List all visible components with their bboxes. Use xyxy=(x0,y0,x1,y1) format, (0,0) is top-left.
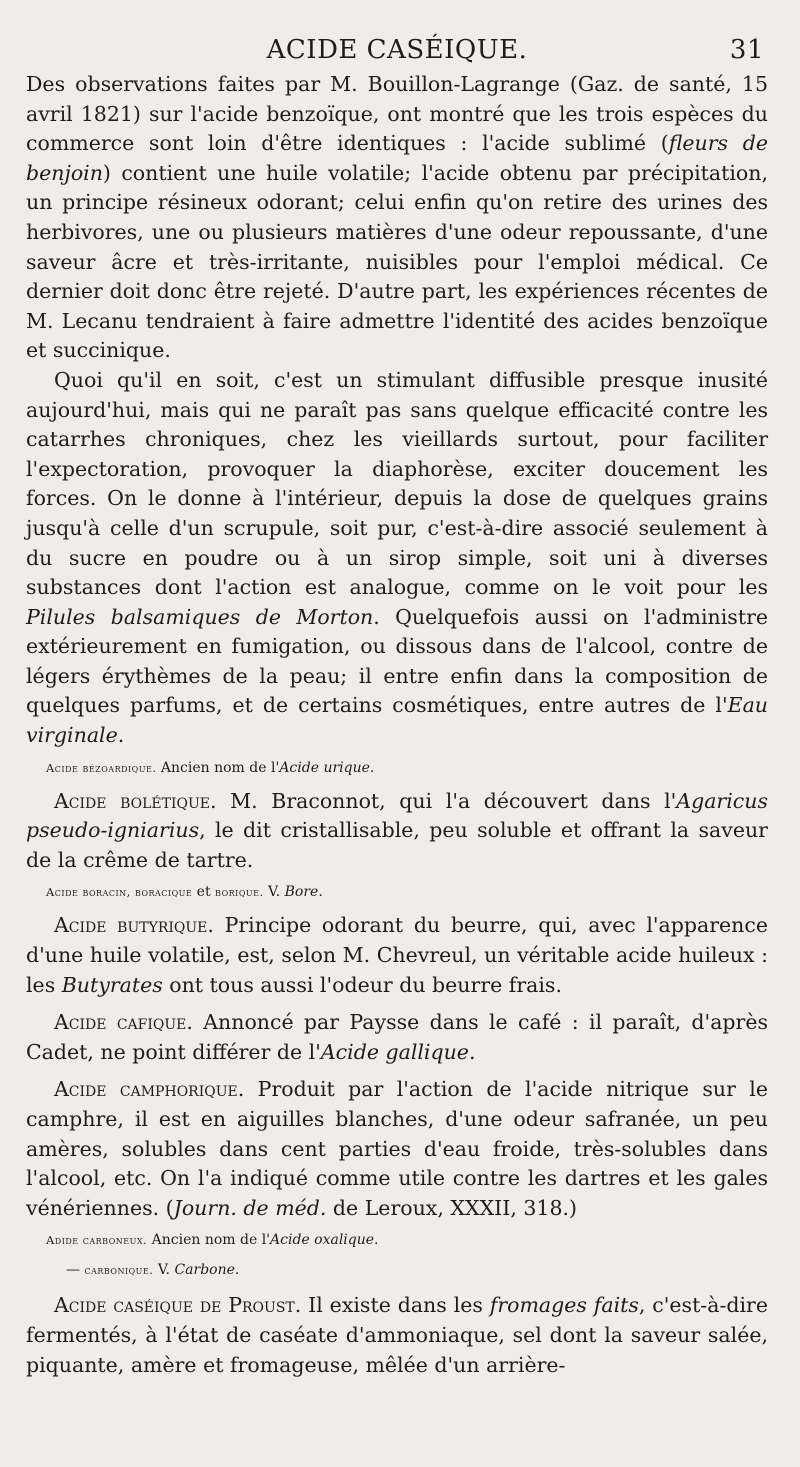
entry-acide-boracin: Acide boracin, boracique et borique. V. Bore. xyxy=(46,884,323,901)
entry-acide-butyrique: Acide butyrique. Principe odorant du beurre, qui, avec l'apparence d'une huile volatile, est, selon M. Chevreul, un véritable acide huileux : les Butyrates ont tous aussi l'odeur du beurre frais. xyxy=(26,913,768,997)
entry-acide-camphorique: Acide camphorique. Produit par l'action de l'acide nitrique sur le camphre, il est en aiguilles blanches, d'une odeur safranée, un peu amères, solubles dans cent parties d'eau froide, très-solubles dans l'alcool, etc. On l'a indiqué comme utile contre les dartres et les gales vénériennes. (Journ. de méd. de Leroux, XXXII, 318.) xyxy=(26,1077,768,1220)
running-title: ACIDE CASÉIQUE. xyxy=(266,35,528,65)
paragraph-benzoique-observations: Des observations faites par M. Bouillon-Lagrange (Gaz. de santé, 15 avril 1821) sur l'acide benzoïque, ont montré que les trois espèces du commerce sont loin d'être identiques : l'acide sublimé (fleurs de benjoin) contient une huile volatile; l'acide obtenu par précipitation, un principe résineux odorant; celui enfin qu'on retire des urines des herbivores, une ou plusieurs matières d'une odeur repoussante, d'une saveur âcre et très-irritante, nuisibles pour l'emploi médical. Ce dernier doit donc être rejeté. D'autre part, les expériences récentes de M. Lecanu tendraient à faire admettre l'identité des acides benzoïque et succinique. xyxy=(26,72,768,363)
entry-acide-cafique: Acide cafique. Annoncé par Paysse dans le café : il paraît, d'après Cadet, ne point différer de l'Acide gallique. xyxy=(26,1010,768,1064)
entry-acide-carboneux: Adide carboneux. Ancien nom de l'Acide oxalique. xyxy=(46,1232,379,1249)
entry-acide-carbonique: — carbonique. V. Carbone. xyxy=(66,1262,240,1279)
page-header xyxy=(26,30,768,70)
entry-acide-bezoardique: Acide bézoardique. Ancien nom de l'Acide urique. xyxy=(46,759,375,776)
body-text xyxy=(26,70,768,1380)
entry-acide-caseique: Acide caséique de Proust. Il existe dans les fromages faits, c'est-à-dire fermentés, à l'état de caséate d'ammoniaque, sel dont la saveur salée, piquante, amère et fromageuse, mêlée d'un arrière- xyxy=(26,1293,768,1377)
page-number: 31 xyxy=(729,35,764,65)
paragraph-benzoique-usage: Quoi qu'il en soit, c'est un stimulant diffusible presque inusité aujourd'hui, mais qui ne paraît pas sans quelque efficacité contre les catarrhes chroniques, chez les vieillards surtout, pour faciliter l'expectoration, provoquer la diaphorèse, exciter doucement les forces. On le donne à l'intérieur, depuis la dose de quelques grains jusqu'à celle d'un scrupule, soit pur, c'est-à-dire associé seulement à du sucre en poudre ou à un sirop simple, soit uni à diverses substances dont l'action est analogue, comme on le voit pour les Pilules balsamiques de Morton. Quelquefois aussi on l'administre extérieurement en fumigation, ou dissous dans de l'alcool, contre de légers érythèmes de la peau; il entre enfin dans la composition de quelques parfums, et de certains cosmétiques, entre autres de l'Eau virginale. xyxy=(26,367,768,748)
entry-acide-boletique: Acide bolétique. M. Braconnot, qui l'a découvert dans l'Agaricus pseudo-igniarius, le dit cristallisable, peu soluble et offrant la saveur de la crême de tartre. xyxy=(26,788,768,872)
